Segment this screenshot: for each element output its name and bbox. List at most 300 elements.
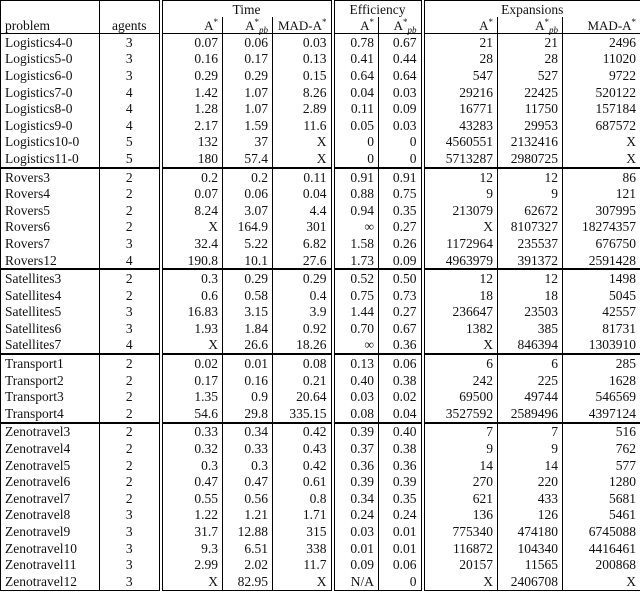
cell-time-apb: 0.16 bbox=[223, 372, 273, 389]
table-row bbox=[1, 423, 640, 441]
cell-exp-apb: 104340 bbox=[498, 540, 563, 557]
cell-problem: Zenotravel9 bbox=[1, 523, 100, 540]
cell-exp-astar: 16771 bbox=[423, 100, 498, 117]
header-column-row bbox=[1, 17, 640, 34]
cell-time-apb: 0.29 bbox=[223, 269, 273, 287]
cell-time-mad: 4.4 bbox=[273, 202, 333, 219]
cell-exp-mad: 121 bbox=[563, 185, 640, 202]
cell-eff-astar: 0.03 bbox=[333, 523, 379, 540]
cell-agents: 2 bbox=[100, 457, 161, 474]
cell-exp-mad: 6745088 bbox=[563, 523, 640, 540]
table-row bbox=[1, 150, 640, 168]
cell-time-apb: 1.21 bbox=[223, 507, 273, 524]
cell-exp-mad: 1280 bbox=[563, 473, 640, 490]
cell-time-apb: 12.88 bbox=[223, 523, 273, 540]
header-col-sup: * bbox=[322, 16, 327, 27]
cell-exp-astar: 3527592 bbox=[423, 405, 498, 423]
cell-agents: 2 bbox=[100, 202, 161, 219]
cell-time-mad: 18.26 bbox=[273, 337, 333, 355]
cell-eff-apb: 0.39 bbox=[379, 473, 423, 490]
header-col-base: A bbox=[393, 17, 404, 33]
cell-exp-mad: 200868 bbox=[563, 556, 640, 573]
header-problem: problem bbox=[1, 17, 100, 34]
cell-exp-mad: 5045 bbox=[563, 287, 640, 304]
cell-agents: 2 bbox=[100, 490, 161, 507]
cell-problem: Transport1 bbox=[1, 354, 100, 372]
cell-time-astar: 0.3 bbox=[161, 269, 223, 287]
cell-agents: 4 bbox=[100, 100, 161, 117]
cell-exp-astar: 775340 bbox=[423, 523, 498, 540]
cell-eff-apb: 0 bbox=[379, 573, 423, 590]
cell-eff-apb: 0.09 bbox=[379, 100, 423, 117]
table-row bbox=[1, 202, 640, 219]
cell-exp-apb: 225 bbox=[498, 372, 563, 389]
cell-eff-astar: ∞ bbox=[333, 219, 379, 236]
cell-eff-astar: 0.36 bbox=[333, 457, 379, 474]
header-col-base: A bbox=[204, 17, 214, 33]
cell-problem: Logistics9-0 bbox=[1, 117, 100, 134]
cell-time-apb: 2.02 bbox=[223, 556, 273, 573]
cell-exp-apb: 235537 bbox=[498, 235, 563, 252]
cell-exp-mad: 4416461 bbox=[563, 540, 640, 557]
cell-agents: 2 bbox=[100, 168, 161, 186]
cell-eff-astar: 0.34 bbox=[333, 490, 379, 507]
header-col-base: A bbox=[245, 17, 255, 33]
cell-eff-apb: 0.27 bbox=[379, 304, 423, 321]
cell-exp-astar: 9 bbox=[423, 440, 498, 457]
header-efficiency: Efficiency bbox=[333, 1, 423, 18]
cell-eff-astar: 0.01 bbox=[333, 540, 379, 557]
cell-time-mad: 0.13 bbox=[273, 51, 333, 68]
cell-time-astar: 190.8 bbox=[161, 252, 223, 270]
cell-exp-apb: 2589496 bbox=[498, 405, 563, 423]
cell-eff-apb: 0.44 bbox=[379, 51, 423, 68]
cell-problem: Satellites7 bbox=[1, 337, 100, 355]
cell-eff-apb: 0.64 bbox=[379, 67, 423, 84]
cell-eff-astar: 0.70 bbox=[333, 320, 379, 337]
cell-exp-apb: 2980725 bbox=[498, 150, 563, 168]
cell-eff-astar: 0.52 bbox=[333, 269, 379, 287]
header-agents: agents bbox=[100, 17, 161, 34]
cell-agents: 3 bbox=[100, 523, 161, 540]
cell-exp-astar: 1382 bbox=[423, 320, 498, 337]
table-body bbox=[1, 34, 640, 591]
cell-agents: 2 bbox=[100, 219, 161, 236]
cell-exp-apb: 14 bbox=[498, 457, 563, 474]
cell-problem: Zenotravel6 bbox=[1, 473, 100, 490]
cell-exp-apb: 11565 bbox=[498, 556, 563, 573]
cell-problem: Logistics11-0 bbox=[1, 150, 100, 168]
cell-exp-astar: 236647 bbox=[423, 304, 498, 321]
cell-problem: Rovers5 bbox=[1, 202, 100, 219]
cell-eff-astar: 1.58 bbox=[333, 235, 379, 252]
cell-time-mad: 0.15 bbox=[273, 67, 333, 84]
table-row bbox=[1, 440, 640, 457]
table-row bbox=[1, 252, 640, 270]
cell-eff-apb: 0.27 bbox=[379, 219, 423, 236]
cell-time-astar: 132 bbox=[161, 134, 223, 151]
cell-time-astar: 0.2 bbox=[161, 168, 223, 186]
cell-exp-astar: 43283 bbox=[423, 117, 498, 134]
cell-eff-astar: 0.24 bbox=[333, 507, 379, 524]
cell-eff-apb: 0.38 bbox=[379, 440, 423, 457]
cell-exp-apb: 21 bbox=[498, 34, 563, 51]
cell-agents: 2 bbox=[100, 354, 161, 372]
table-row bbox=[1, 287, 640, 304]
cell-exp-apb: 391372 bbox=[498, 252, 563, 270]
cell-problem: Rovers7 bbox=[1, 235, 100, 252]
cell-problem: Zenotravel5 bbox=[1, 457, 100, 474]
cell-problem: Rovers3 bbox=[1, 168, 100, 186]
header-col-7 bbox=[563, 17, 640, 34]
cell-exp-apb: 220 bbox=[498, 473, 563, 490]
cell-agents: 3 bbox=[100, 67, 161, 84]
cell-eff-astar: 0.40 bbox=[333, 372, 379, 389]
cell-time-apb: 0.9 bbox=[223, 388, 273, 405]
cell-eff-astar: 1.44 bbox=[333, 304, 379, 321]
cell-exp-mad: 5681 bbox=[563, 490, 640, 507]
cell-time-apb: 0.2 bbox=[223, 168, 273, 186]
cell-time-mad: 0.29 bbox=[273, 269, 333, 287]
cell-problem: Zenotravel7 bbox=[1, 490, 100, 507]
header-col-5 bbox=[423, 17, 498, 34]
cell-problem: Rovers12 bbox=[1, 252, 100, 270]
cell-agents: 3 bbox=[100, 507, 161, 524]
cell-eff-apb: 0.04 bbox=[379, 405, 423, 423]
cell-time-astar: 31.7 bbox=[161, 523, 223, 540]
cell-time-mad: 0.08 bbox=[273, 354, 333, 372]
cell-time-astar: 54.6 bbox=[161, 405, 223, 423]
cell-time-apb: 5.22 bbox=[223, 235, 273, 252]
header-col-base: A bbox=[360, 17, 370, 33]
cell-time-astar: 2.99 bbox=[161, 556, 223, 573]
cell-exp-astar: 116872 bbox=[423, 540, 498, 557]
cell-time-mad: 27.6 bbox=[273, 252, 333, 270]
cell-exp-mad: 42557 bbox=[563, 304, 640, 321]
cell-time-astar: 180 bbox=[161, 150, 223, 168]
header-col-base: MAD-A bbox=[587, 17, 632, 33]
cell-exp-astar: 213079 bbox=[423, 202, 498, 219]
cell-problem: Zenotravel12 bbox=[1, 573, 100, 590]
cell-time-mad: 6.82 bbox=[273, 235, 333, 252]
cell-problem: Logistics10-0 bbox=[1, 134, 100, 151]
table-row bbox=[1, 490, 640, 507]
cell-problem: Logistics7-0 bbox=[1, 84, 100, 101]
cell-agents: 3 bbox=[100, 235, 161, 252]
cell-problem: Satellites5 bbox=[1, 304, 100, 321]
cell-time-mad: X bbox=[273, 134, 333, 151]
cell-time-astar: 32.4 bbox=[161, 235, 223, 252]
cell-time-astar: 0.6 bbox=[161, 287, 223, 304]
cell-agents: 4 bbox=[100, 84, 161, 101]
cell-exp-apb: 29953 bbox=[498, 117, 563, 134]
cell-time-astar: 1.42 bbox=[161, 84, 223, 101]
cell-time-mad: 0.4 bbox=[273, 287, 333, 304]
cell-eff-astar: N/A bbox=[333, 573, 379, 590]
cell-time-apb: 1.84 bbox=[223, 320, 273, 337]
cell-time-mad: 11.6 bbox=[273, 117, 333, 134]
cell-eff-astar: 0.88 bbox=[333, 185, 379, 202]
cell-time-astar: 16.83 bbox=[161, 304, 223, 321]
header-blank bbox=[1, 1, 100, 18]
cell-time-mad: X bbox=[273, 573, 333, 590]
cell-time-apb: 57.4 bbox=[223, 150, 273, 168]
cell-agents: 2 bbox=[100, 287, 161, 304]
table-row bbox=[1, 51, 640, 68]
cell-exp-mad: 157184 bbox=[563, 100, 640, 117]
cell-eff-astar: 0.94 bbox=[333, 202, 379, 219]
cell-eff-apb: 0.06 bbox=[379, 354, 423, 372]
cell-time-astar: 0.55 bbox=[161, 490, 223, 507]
header-time: Time bbox=[161, 1, 333, 18]
table-row bbox=[1, 556, 640, 573]
cell-time-apb: 1.07 bbox=[223, 84, 273, 101]
cell-exp-mad: 9722 bbox=[563, 67, 640, 84]
cell-eff-astar: 0 bbox=[333, 134, 379, 151]
cell-eff-apb: 0.38 bbox=[379, 372, 423, 389]
cell-exp-mad: 11020 bbox=[563, 51, 640, 68]
table-row bbox=[1, 219, 640, 236]
cell-exp-astar: 9 bbox=[423, 185, 498, 202]
cell-exp-astar: 12 bbox=[423, 269, 498, 287]
cell-problem: Transport3 bbox=[1, 388, 100, 405]
table-row bbox=[1, 354, 640, 372]
cell-time-astar: X bbox=[161, 219, 223, 236]
cell-eff-apb: 0.03 bbox=[379, 117, 423, 134]
cell-time-mad: 0.8 bbox=[273, 490, 333, 507]
cell-time-mad: 1.71 bbox=[273, 507, 333, 524]
cell-time-apb: 3.07 bbox=[223, 202, 273, 219]
header-col-sub: pb bbox=[549, 24, 559, 35]
cell-exp-astar: 28 bbox=[423, 51, 498, 68]
cell-exp-mad: 86 bbox=[563, 168, 640, 186]
cell-eff-apb: 0 bbox=[379, 134, 423, 151]
cell-time-apb: 0.17 bbox=[223, 51, 273, 68]
cell-exp-apb: 2132416 bbox=[498, 134, 563, 151]
cell-eff-apb: 0.36 bbox=[379, 457, 423, 474]
cell-problem: Satellites6 bbox=[1, 320, 100, 337]
cell-exp-apb: 7 bbox=[498, 423, 563, 441]
cell-eff-astar: 0.09 bbox=[333, 556, 379, 573]
cell-problem: Zenotravel4 bbox=[1, 440, 100, 457]
cell-eff-astar: 0 bbox=[333, 150, 379, 168]
cell-time-mad: 20.64 bbox=[273, 388, 333, 405]
cell-eff-apb: 0.91 bbox=[379, 168, 423, 186]
cell-exp-mad: 2496 bbox=[563, 34, 640, 51]
cell-exp-astar: 242 bbox=[423, 372, 498, 389]
cell-eff-apb: 0.24 bbox=[379, 507, 423, 524]
cell-exp-mad: 1303910 bbox=[563, 337, 640, 355]
cell-exp-apb: 11750 bbox=[498, 100, 563, 117]
cell-exp-mad: 762 bbox=[563, 440, 640, 457]
cell-time-astar: 0.16 bbox=[161, 51, 223, 68]
cell-exp-astar: 14 bbox=[423, 457, 498, 474]
cell-exp-astar: 547 bbox=[423, 67, 498, 84]
table-row bbox=[1, 304, 640, 321]
cell-time-mad: X bbox=[273, 150, 333, 168]
cell-time-astar: 1.35 bbox=[161, 388, 223, 405]
cell-time-astar: 0.32 bbox=[161, 440, 223, 457]
cell-exp-mad: 4397124 bbox=[563, 405, 640, 423]
cell-time-astar: X bbox=[161, 573, 223, 590]
table-row bbox=[1, 235, 640, 252]
cell-time-mad: 0.43 bbox=[273, 440, 333, 457]
cell-problem: Transport2 bbox=[1, 372, 100, 389]
cell-exp-mad: 520122 bbox=[563, 84, 640, 101]
cell-exp-astar: X bbox=[423, 219, 498, 236]
cell-agents: 3 bbox=[100, 540, 161, 557]
cell-exp-mad: 516 bbox=[563, 423, 640, 441]
table-row bbox=[1, 523, 640, 540]
table-row bbox=[1, 507, 640, 524]
cell-problem: Logistics5-0 bbox=[1, 51, 100, 68]
table-row bbox=[1, 573, 640, 590]
cell-exp-mad: 1498 bbox=[563, 269, 640, 287]
cell-eff-astar: ∞ bbox=[333, 337, 379, 355]
cell-exp-mad: 577 bbox=[563, 457, 640, 474]
cell-exp-apb: 12 bbox=[498, 168, 563, 186]
header-col-base: A bbox=[479, 17, 489, 33]
cell-exp-apb: 474180 bbox=[498, 523, 563, 540]
header-col-0 bbox=[161, 17, 223, 34]
cell-exp-mad: X bbox=[563, 150, 640, 168]
cell-exp-apb: 6 bbox=[498, 354, 563, 372]
cell-time-astar: 1.22 bbox=[161, 507, 223, 524]
cell-time-mad: 0.03 bbox=[273, 34, 333, 51]
cell-exp-apb: 126 bbox=[498, 507, 563, 524]
cell-time-mad: 315 bbox=[273, 523, 333, 540]
cell-eff-astar: 0.78 bbox=[333, 34, 379, 51]
cell-time-apb: 0.33 bbox=[223, 440, 273, 457]
header-col-6 bbox=[498, 17, 563, 34]
cell-time-apb: 0.3 bbox=[223, 457, 273, 474]
header-col-sup: * bbox=[631, 16, 637, 27]
cell-time-astar: 0.3 bbox=[161, 457, 223, 474]
cell-time-apb: 1.07 bbox=[223, 100, 273, 117]
header-col-sup: * bbox=[369, 16, 375, 27]
cell-eff-apb: 0.01 bbox=[379, 540, 423, 557]
cell-time-mad: 0.42 bbox=[273, 457, 333, 474]
cell-time-apb: 1.59 bbox=[223, 117, 273, 134]
cell-eff-astar: 0.75 bbox=[333, 287, 379, 304]
cell-eff-apb: 0.50 bbox=[379, 269, 423, 287]
cell-time-astar: 0.02 bbox=[161, 354, 223, 372]
cell-time-mad: 2.89 bbox=[273, 100, 333, 117]
cell-agents: 2 bbox=[100, 405, 161, 423]
header-group-row bbox=[1, 1, 640, 18]
cell-eff-astar: 0.08 bbox=[333, 405, 379, 423]
table-row bbox=[1, 134, 640, 151]
cell-exp-astar: 20157 bbox=[423, 556, 498, 573]
cell-exp-mad: X bbox=[563, 573, 640, 590]
cell-exp-apb: 18 bbox=[498, 287, 563, 304]
cell-time-apb: 3.15 bbox=[223, 304, 273, 321]
cell-time-apb: 0.47 bbox=[223, 473, 273, 490]
cell-agents: 4 bbox=[100, 117, 161, 134]
cell-eff-apb: 0.73 bbox=[379, 287, 423, 304]
cell-time-mad: 335.15 bbox=[273, 405, 333, 423]
cell-exp-mad: 2591428 bbox=[563, 252, 640, 270]
cell-eff-apb: 0.67 bbox=[379, 320, 423, 337]
cell-exp-astar: 69500 bbox=[423, 388, 498, 405]
cell-exp-mad: X bbox=[563, 134, 640, 151]
cell-time-mad: 0.61 bbox=[273, 473, 333, 490]
table-row bbox=[1, 473, 640, 490]
cell-agents: 2 bbox=[100, 473, 161, 490]
cell-eff-astar: 0.03 bbox=[333, 388, 379, 405]
cell-problem: Zenotravel11 bbox=[1, 556, 100, 573]
cell-exp-mad: 81731 bbox=[563, 320, 640, 337]
table-row bbox=[1, 540, 640, 557]
cell-agents: 3 bbox=[100, 320, 161, 337]
cell-problem: Rovers4 bbox=[1, 185, 100, 202]
cell-problem: Satellites4 bbox=[1, 287, 100, 304]
cell-time-astar: 1.93 bbox=[161, 320, 223, 337]
cell-agents: 3 bbox=[100, 51, 161, 68]
cell-exp-mad: 1628 bbox=[563, 372, 640, 389]
table-row bbox=[1, 84, 640, 101]
cell-time-apb: 6.51 bbox=[223, 540, 273, 557]
cell-time-apb: 0.06 bbox=[223, 185, 273, 202]
cell-exp-astar: 621 bbox=[423, 490, 498, 507]
cell-exp-astar: X bbox=[423, 337, 498, 355]
cell-eff-apb: 0.36 bbox=[379, 337, 423, 355]
header-expansions: Expansions bbox=[423, 1, 640, 18]
table-row bbox=[1, 405, 640, 423]
cell-problem: Logistics4-0 bbox=[1, 34, 100, 51]
cell-agents: 2 bbox=[100, 423, 161, 441]
cell-eff-apb: 0.01 bbox=[379, 523, 423, 540]
cell-exp-apb: 62672 bbox=[498, 202, 563, 219]
cell-problem: Zenotravel8 bbox=[1, 507, 100, 524]
table-row bbox=[1, 100, 640, 117]
cell-eff-astar: 0.41 bbox=[333, 51, 379, 68]
cell-agents: 3 bbox=[100, 34, 161, 51]
cell-exp-apb: 49744 bbox=[498, 388, 563, 405]
cell-time-astar: 0.47 bbox=[161, 473, 223, 490]
cell-agents: 2 bbox=[100, 185, 161, 202]
cell-eff-astar: 1.73 bbox=[333, 252, 379, 270]
cell-time-astar: 1.28 bbox=[161, 100, 223, 117]
cell-exp-astar: 21 bbox=[423, 34, 498, 51]
cell-agents: 4 bbox=[100, 252, 161, 270]
cell-time-mad: 3.9 bbox=[273, 304, 333, 321]
cell-exp-astar: 136 bbox=[423, 507, 498, 524]
cell-problem: Zenotravel3 bbox=[1, 423, 100, 441]
cell-time-mad: 11.7 bbox=[273, 556, 333, 573]
table-row bbox=[1, 34, 640, 51]
cell-time-mad: 0.21 bbox=[273, 372, 333, 389]
header-blank bbox=[100, 1, 161, 18]
cell-eff-apb: 0 bbox=[379, 150, 423, 168]
header-col-2 bbox=[273, 17, 333, 34]
cell-exp-apb: 22425 bbox=[498, 84, 563, 101]
cell-problem: Rovers6 bbox=[1, 219, 100, 236]
cell-exp-astar: 12 bbox=[423, 168, 498, 186]
cell-exp-apb: 8107327 bbox=[498, 219, 563, 236]
cell-problem: Logistics6-0 bbox=[1, 67, 100, 84]
cell-agents: 3 bbox=[100, 573, 161, 590]
cell-time-astar: X bbox=[161, 337, 223, 355]
cell-exp-mad: 307995 bbox=[563, 202, 640, 219]
cell-eff-astar: 0.64 bbox=[333, 67, 379, 84]
cell-eff-astar: 0.13 bbox=[333, 354, 379, 372]
cell-exp-astar: X bbox=[423, 573, 498, 590]
cell-problem: Satellites3 bbox=[1, 269, 100, 287]
cell-agents: 3 bbox=[100, 304, 161, 321]
cell-time-astar: 2.17 bbox=[161, 117, 223, 134]
cell-problem: Logistics8-0 bbox=[1, 100, 100, 117]
